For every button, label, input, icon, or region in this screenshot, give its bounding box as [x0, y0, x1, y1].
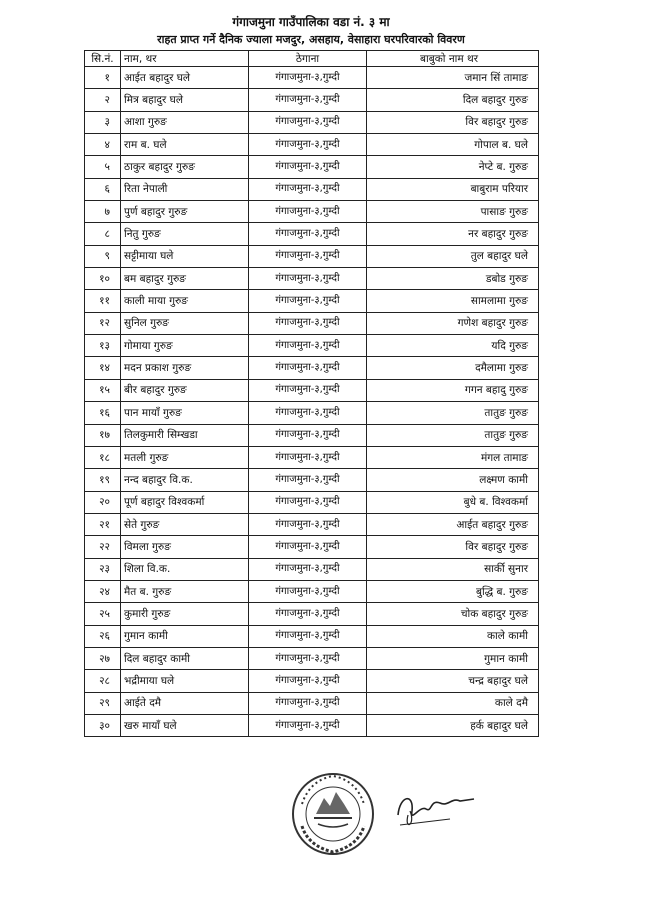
- cell-serial: २८: [85, 670, 121, 692]
- table-body: [85, 67, 539, 737]
- cell-address: गंगाजमुना-३,गुम्दी: [249, 156, 367, 178]
- cell-father-name: सार्की सुनार: [367, 558, 539, 580]
- cell-serial: १५: [85, 379, 121, 401]
- table-row: [85, 625, 539, 647]
- cell-serial: ३: [85, 111, 121, 133]
- cell-serial: १९: [85, 469, 121, 491]
- table-row: [85, 134, 539, 156]
- table-row: [85, 312, 539, 334]
- header-father-name: बाबुको नाम थर: [367, 51, 539, 67]
- cell-address: गंगाजमुना-३,गुम्दी: [249, 513, 367, 535]
- cell-serial: २९: [85, 692, 121, 714]
- cell-father-name: दमैलामा गुरुङ: [367, 357, 539, 379]
- office-stamp: [288, 768, 378, 860]
- cell-address: गंगाजमुना-३,गुम्दी: [249, 446, 367, 468]
- cell-address: गंगाजमुना-३,गुम्दी: [249, 357, 367, 379]
- cell-father-name: बुधे ब. विश्वकर्मा: [367, 491, 539, 513]
- cell-serial: २७: [85, 647, 121, 669]
- cell-name: नितु गुरुङ: [121, 223, 249, 245]
- table-row: [85, 513, 539, 535]
- cell-serial: २: [85, 89, 121, 111]
- cell-serial: २५: [85, 603, 121, 625]
- cell-name: बम बहादुर गुरुङ: [121, 268, 249, 290]
- cell-father-name: गोपाल ब. घले: [367, 134, 539, 156]
- cell-father-name: गुमान कामी: [367, 647, 539, 669]
- cell-serial: २२: [85, 536, 121, 558]
- table-row: [85, 424, 539, 446]
- cell-name: मतली गुरुङ: [121, 446, 249, 468]
- cell-address: गंगाजमुना-३,गुम्दी: [249, 580, 367, 602]
- cell-serial: १३: [85, 335, 121, 357]
- cell-father-name: तुल बहादुर घले: [367, 245, 539, 267]
- table-row: [85, 491, 539, 513]
- header-address: ठेगाना: [249, 51, 367, 67]
- cell-address: गंगाजमुना-३,गुम्दी: [249, 714, 367, 736]
- cell-father-name: चोक बहादुर गुरुङ: [367, 603, 539, 625]
- signature: [390, 785, 510, 855]
- header-name: नाम, थर: [121, 51, 249, 67]
- cell-address: गंगाजमुना-३,गुम्दी: [249, 491, 367, 513]
- cell-name: नन्द बहादुर वि.क.: [121, 469, 249, 491]
- cell-serial: २०: [85, 491, 121, 513]
- cell-address: गंगाजमुना-३,गुम्दी: [249, 312, 367, 334]
- table-row: [85, 692, 539, 714]
- cell-serial: ३०: [85, 714, 121, 736]
- cell-name: काली माया गुरुङ: [121, 290, 249, 312]
- cell-name: पूर्ण बहादुर विश्वकर्मा: [121, 491, 249, 513]
- cell-serial: १७: [85, 424, 121, 446]
- cell-name: रिता नेपाली: [121, 178, 249, 200]
- cell-name: खरु मायाँ घले: [121, 714, 249, 736]
- cell-address: गंगाजमुना-३,गुम्दी: [249, 379, 367, 401]
- header-serial: सि.नं.: [85, 51, 121, 67]
- table-row: [85, 446, 539, 468]
- cell-name: पान मायाँ गुरुङ: [121, 402, 249, 424]
- cell-name: राम ब. घले: [121, 134, 249, 156]
- cell-serial: ११: [85, 290, 121, 312]
- cell-father-name: सामलामा गुरुङ: [367, 290, 539, 312]
- cell-father-name: नर बहादुर गुरुङ: [367, 223, 539, 245]
- cell-serial: ७: [85, 201, 121, 223]
- cell-address: गंगाजमुना-३,गुम्दी: [249, 111, 367, 133]
- cell-father-name: बुद्धि ब. गुरुङ: [367, 580, 539, 602]
- cell-address: गंगाजमुना-३,गुम्दी: [249, 424, 367, 446]
- cell-address: गंगाजमुना-३,गुम्दी: [249, 402, 367, 424]
- cell-father-name: विर बहादुर गुरुङ: [367, 536, 539, 558]
- table-row: [85, 379, 539, 401]
- cell-serial: ४: [85, 134, 121, 156]
- cell-name: सुनिल गुरुङ: [121, 312, 249, 334]
- table-row: [85, 670, 539, 692]
- table-row: [85, 469, 539, 491]
- cell-address: गंगाजमुना-३,गुम्दी: [249, 647, 367, 669]
- table-row: [85, 580, 539, 602]
- cell-name: पुर्ण बहादुर गुरुङ: [121, 201, 249, 223]
- cell-serial: २६: [85, 625, 121, 647]
- cell-name: ठाकुर बहादुर गुरुङ: [121, 156, 249, 178]
- table-row: [85, 357, 539, 379]
- cell-father-name: लक्ष्मण कामी: [367, 469, 539, 491]
- cell-serial: १२: [85, 312, 121, 334]
- cell-father-name: विर बहादुर गुरुङ: [367, 111, 539, 133]
- cell-name: आईत बहादुर घले: [121, 67, 249, 89]
- cell-name: मदन प्रकाश गुरुङ: [121, 357, 249, 379]
- cell-name: शिला वि.क.: [121, 558, 249, 580]
- cell-address: गंगाजमुना-३,गुम्दी: [249, 536, 367, 558]
- table-row: [85, 201, 539, 223]
- cell-name: गुमान कामी: [121, 625, 249, 647]
- cell-address: गंगाजमुना-३,गुम्दी: [249, 335, 367, 357]
- table-row: [85, 536, 539, 558]
- cell-serial: १०: [85, 268, 121, 290]
- table-row: [85, 178, 539, 200]
- beneficiary-table: [84, 50, 539, 737]
- cell-father-name: गगन बहादु गुरुङ: [367, 379, 539, 401]
- cell-father-name: डबोड गुरुङ: [367, 268, 539, 290]
- cell-father-name: गणेश बहादुर गुरुङ: [367, 312, 539, 334]
- cell-address: गंगाजमुना-३,गुम्दी: [249, 603, 367, 625]
- table-row: [85, 268, 539, 290]
- table-row: [85, 335, 539, 357]
- table-row: [85, 603, 539, 625]
- cell-address: गंगाजमुना-३,गुम्दी: [249, 89, 367, 111]
- cell-serial: ९: [85, 245, 121, 267]
- table-row: [85, 558, 539, 580]
- cell-serial: ६: [85, 178, 121, 200]
- cell-serial: १: [85, 67, 121, 89]
- cell-father-name: जमान सिं तामाङ: [367, 67, 539, 89]
- cell-address: गंगाजमुना-३,गुम्दी: [249, 670, 367, 692]
- cell-father-name: मंगल तामाङ: [367, 446, 539, 468]
- table-row: [85, 89, 539, 111]
- table-row: [85, 111, 539, 133]
- table-header-row: [85, 51, 539, 67]
- cell-address: गंगाजमुना-३,गुम्दी: [249, 290, 367, 312]
- cell-name: विमला गुरुङ: [121, 536, 249, 558]
- cell-name: कुमारी गुरुङ: [121, 603, 249, 625]
- cell-name: आईते दमै: [121, 692, 249, 714]
- cell-name: आशा गुरुङ: [121, 111, 249, 133]
- table-row: [85, 647, 539, 669]
- cell-father-name: यदि गुरुङ: [367, 335, 539, 357]
- cell-father-name: तातुङ गुरुङ: [367, 424, 539, 446]
- cell-serial: ८: [85, 223, 121, 245]
- cell-address: गंगाजमुना-३,गुम्दी: [249, 245, 367, 267]
- table-row: [85, 245, 539, 267]
- cell-name: सेते गुरुङ: [121, 513, 249, 535]
- cell-father-name: बाबुराम परियार: [367, 178, 539, 200]
- table-row: [85, 67, 539, 89]
- cell-address: गंगाजमुना-३,गुम्दी: [249, 268, 367, 290]
- table-row: [85, 223, 539, 245]
- cell-serial: १४: [85, 357, 121, 379]
- cell-father-name: पासाङ गुरुङ: [367, 201, 539, 223]
- cell-address: गंगाजमुना-३,गुम्दी: [249, 692, 367, 714]
- cell-father-name: काले दमै: [367, 692, 539, 714]
- cell-serial: ५: [85, 156, 121, 178]
- cell-address: गंगाजमुना-३,गुम्दी: [249, 469, 367, 491]
- cell-address: गंगाजमुना-३,गुम्दी: [249, 558, 367, 580]
- cell-name: दिल बहादुर कामी: [121, 647, 249, 669]
- cell-name: मित्र बहादुर घले: [121, 89, 249, 111]
- cell-serial: २१: [85, 513, 121, 535]
- cell-father-name: हर्क बहादुर घले: [367, 714, 539, 736]
- cell-address: गंगाजमुना-३,गुम्दी: [249, 134, 367, 156]
- cell-name: बीर बहादुर गुरुङ: [121, 379, 249, 401]
- document: [84, 14, 538, 737]
- cell-father-name: दिल बहादुर गुरुङ: [367, 89, 539, 111]
- table-row: [85, 402, 539, 424]
- cell-address: गंगाजमुना-३,गुम्दी: [249, 625, 367, 647]
- cell-serial: २३: [85, 558, 121, 580]
- cell-name: गोमाया गुरुङ: [121, 335, 249, 357]
- cell-serial: २४: [85, 580, 121, 602]
- table-row: [85, 290, 539, 312]
- cell-name: सट्टीमाया घले: [121, 245, 249, 267]
- cell-address: गंगाजमुना-३,गुम्दी: [249, 67, 367, 89]
- document-title: गंगाजमुना गाउँपालिका वडा नं. ३ मा: [232, 15, 390, 29]
- cell-father-name: नेप्टे ब. गुरुङ: [367, 156, 539, 178]
- cell-father-name: काले कामी: [367, 625, 539, 647]
- table-row: [85, 714, 539, 736]
- cell-father-name: आईत बहादुर गुरुङ: [367, 513, 539, 535]
- cell-serial: १६: [85, 402, 121, 424]
- cell-name: तिलकुमारी सिम्खडा: [121, 424, 249, 446]
- cell-father-name: तातुङ गुरुङ: [367, 402, 539, 424]
- cell-address: गंगाजमुना-३,गुम्दी: [249, 178, 367, 200]
- cell-address: गंगाजमुना-३,गुम्दी: [249, 223, 367, 245]
- cell-serial: १८: [85, 446, 121, 468]
- document-subtitle: राहत प्राप्त गर्ने दैनिक ज्याला मजदुर, असहाय, वेसाहारा घरपरिवारको विवरण: [157, 33, 465, 46]
- cell-name: मैत ब. गुरुङ: [121, 580, 249, 602]
- cell-address: गंगाजमुना-३,गुम्दी: [249, 201, 367, 223]
- table-row: [85, 156, 539, 178]
- cell-father-name: चन्द्र बहादुर घले: [367, 670, 539, 692]
- cell-name: भद्रीमाया घले: [121, 670, 249, 692]
